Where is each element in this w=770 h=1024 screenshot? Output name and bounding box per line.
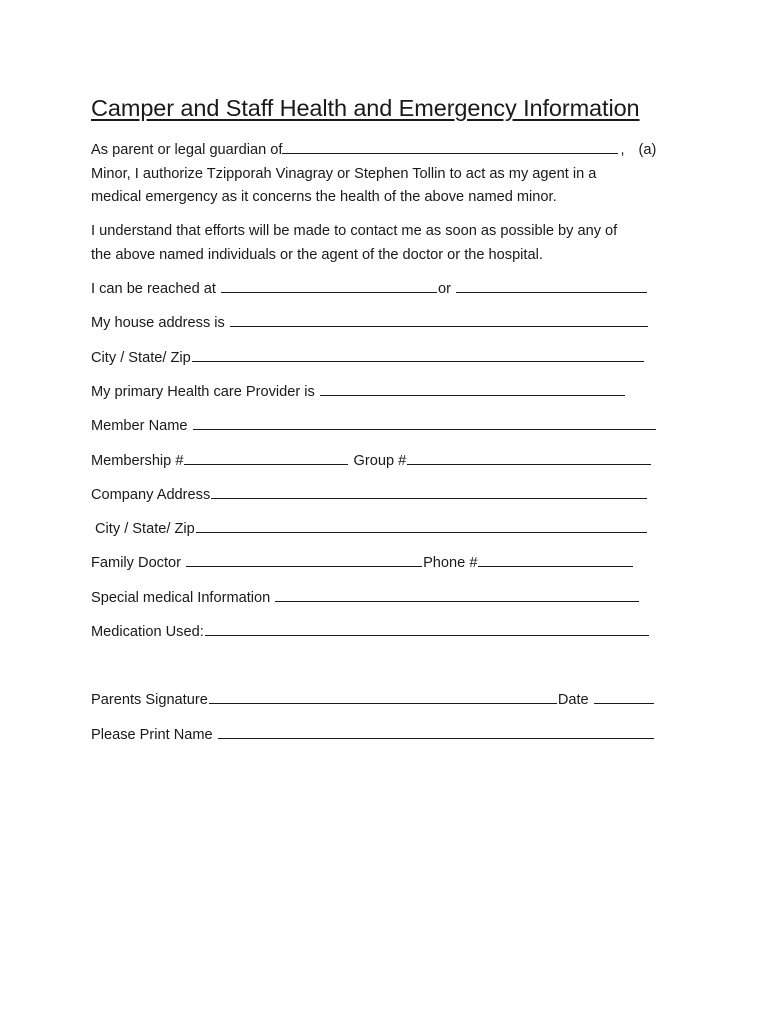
reached-at-field-2[interactable] <box>456 279 647 293</box>
primary-provider-label: My primary Health care Provider is <box>91 384 315 400</box>
special-medical-field[interactable] <box>275 588 639 602</box>
special-medical-label: Special medical Information <box>91 590 271 606</box>
medication-used-field[interactable] <box>205 622 649 636</box>
family-doctor-field[interactable] <box>186 553 422 567</box>
group-label: Group # <box>353 453 407 469</box>
house-address-label: My house address is <box>91 315 225 331</box>
special-medical-row <box>91 588 640 608</box>
company-address-row <box>91 485 648 505</box>
minor-name-field[interactable] <box>282 139 618 154</box>
phone-label: Phone # <box>423 555 478 571</box>
membership-label: Membership # <box>91 453 184 469</box>
phone-field[interactable] <box>478 553 633 567</box>
print-name-label: Please Print Name <box>91 727 213 743</box>
group-field[interactable] <box>407 451 651 465</box>
house-address-field[interactable] <box>230 313 648 327</box>
reached-at-field-1[interactable] <box>221 279 437 293</box>
city-state-zip-field[interactable] <box>192 348 644 362</box>
company-address-field[interactable] <box>211 485 647 499</box>
parents-signature-field[interactable] <box>209 690 557 704</box>
intro-line-2: Minor, I authorize Tzipporah Vinagray or Stephen Tollin to act as my agent in a <box>91 165 597 182</box>
member-name-row <box>91 416 657 436</box>
intro-text-2: (a) <box>638 142 657 158</box>
medication-used-row <box>91 622 650 642</box>
intro-line-1 <box>91 139 691 163</box>
intro-paragraph <box>91 139 691 210</box>
city-state-zip-row <box>91 348 645 368</box>
house-address-row <box>91 313 649 333</box>
company-city-state-zip-label: City / State/ Zip <box>95 521 195 537</box>
intro-text-1: As parent or legal guardian of <box>91 142 283 158</box>
reached-at-label: I can be reached at <box>91 281 216 297</box>
print-name-field[interactable] <box>218 725 654 739</box>
company-address-label: Company Address <box>91 487 211 503</box>
intro-comma: , <box>620 142 625 158</box>
understand-line-2: the above named individuals or the agent of the doctor or the hospital. <box>91 246 543 263</box>
reached-or-label: or <box>438 281 451 297</box>
understand-paragraph <box>91 220 691 267</box>
intro-line-3: medical emergency as it concerns the health of the above named minor. <box>91 189 557 205</box>
membership-row <box>91 451 652 471</box>
print-name-row <box>91 725 655 745</box>
membership-field[interactable] <box>184 451 348 465</box>
understand-line-1: I understand that efforts will be made to contact me as soon as possible by any of <box>91 223 618 239</box>
form-title: Camper and Staff Health and Emergency Information <box>91 95 640 121</box>
parents-signature-label: Parents Signature <box>91 692 208 708</box>
medication-used-label: Medication Used: <box>91 624 204 640</box>
date-label: Date <box>557 692 589 708</box>
company-city-state-zip-field[interactable] <box>196 519 647 533</box>
date-field[interactable] <box>594 690 654 704</box>
signature-row <box>91 690 655 710</box>
primary-provider-row <box>91 382 626 402</box>
city-state-zip-label: City / State/ Zip <box>91 350 191 366</box>
reached-at-row <box>91 279 648 299</box>
family-doctor-row <box>91 553 634 573</box>
member-name-label: Member Name <box>91 418 188 434</box>
member-name-field[interactable] <box>193 416 656 430</box>
family-doctor-label: Family Doctor <box>91 555 182 571</box>
company-city-state-zip-row <box>95 519 648 539</box>
primary-provider-field[interactable] <box>320 382 625 396</box>
